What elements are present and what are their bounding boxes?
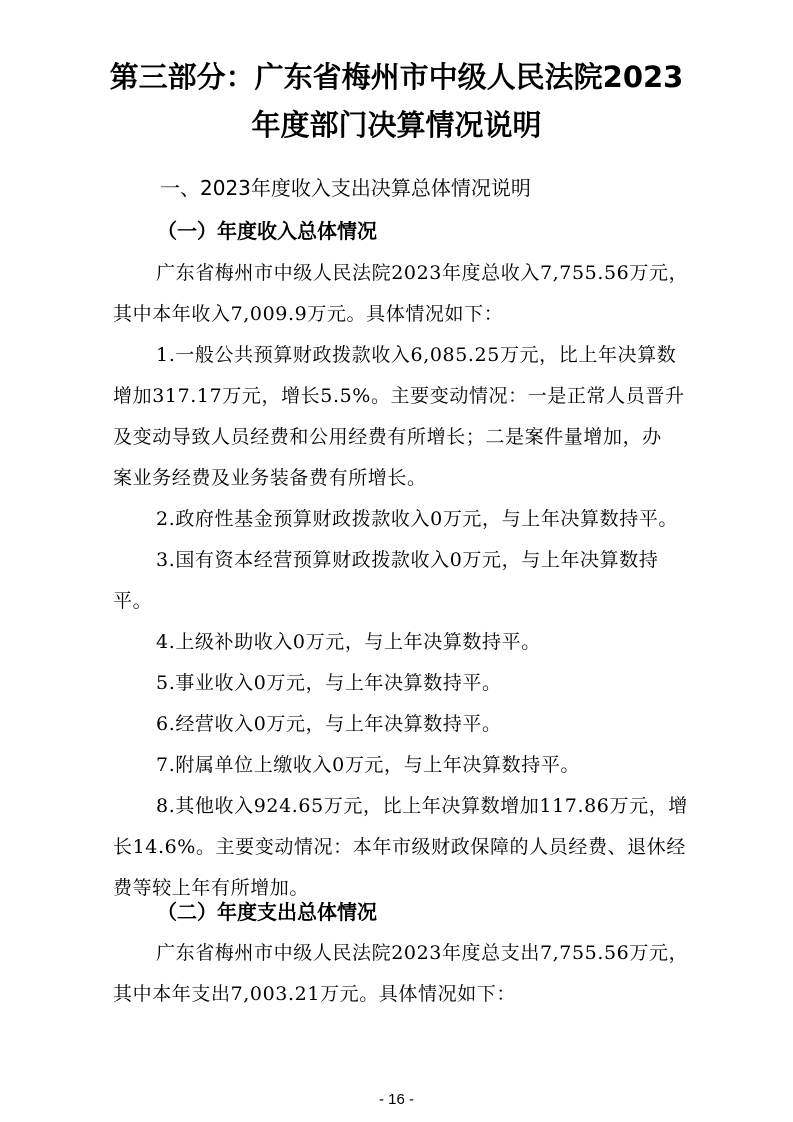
- income-item-1-line: 案业务经费及业务装备费有所增长。: [113, 467, 427, 489]
- expense-paragraph-line: 广东省梅州市中级人民法院2023年度总支出7,755.56万元，: [156, 942, 689, 964]
- income-item-1-line: 增加317.17万元，增长5.5%。主要变动情况：一是正常人员晋升: [113, 385, 685, 407]
- income-paragraph-line: 其中本年收入7,009.9万元。具体情况如下：: [113, 303, 504, 325]
- section-heading-1: 一、2023年度收入支出决算总体情况说明: [160, 176, 531, 200]
- income-item-3-line: 3.国有资本经营预算财政拨款收入0万元，与上年决算数持: [156, 549, 659, 571]
- income-item-7-line: 7.附属单位上缴收入0万元，与上年决算数持平。: [156, 754, 581, 776]
- income-item-1-line: 1.一般公共预算财政拨款收入6,085.25万元，比上年决算数: [156, 344, 677, 366]
- income-item-5-line: 5.事业收入0万元，与上年决算数持平。: [156, 672, 502, 694]
- income-item-2-line: 2.政府性基金预算财政拨款收入0万元，与上年决算数持平。: [156, 508, 679, 530]
- income-item-8-line: 费等较上年有所增加。: [113, 877, 310, 899]
- income-paragraph-line: 广东省梅州市中级人民法院2023年度总收入7,755.56万元，: [156, 262, 689, 284]
- income-item-4-line: 4.上级补助收入0万元，与上年决算数持平。: [156, 631, 541, 653]
- document-title-line-2: 年度部门决算情况说明: [251, 108, 542, 142]
- income-item-6-line: 6.经营收入0万元，与上年决算数持平。: [156, 713, 502, 735]
- income-item-8-line: 8.其他收入924.65万元，比上年决算数增加117.86万元，增: [156, 795, 688, 817]
- document-title-line-1: 第三部分：广东省梅州市中级人民法院2023: [109, 60, 684, 94]
- income-item-8-line: 长14.6%。主要变动情况：本年市级财政保障的人员经费、退休经: [113, 836, 686, 858]
- expense-paragraph-line: 其中本年支出7,003.21万元。具体情况如下：: [113, 983, 517, 1005]
- income-item-1-line: 及变动导致人员经费和公用经费有所增长；二是案件量增加，办: [113, 426, 662, 448]
- page-number: - 16 -: [378, 1091, 414, 1108]
- income-heading: （一）年度收入总体情况: [157, 219, 377, 243]
- income-item-3-line: 平。: [113, 590, 153, 612]
- expense-heading: （二）年度支出总体情况: [157, 900, 377, 924]
